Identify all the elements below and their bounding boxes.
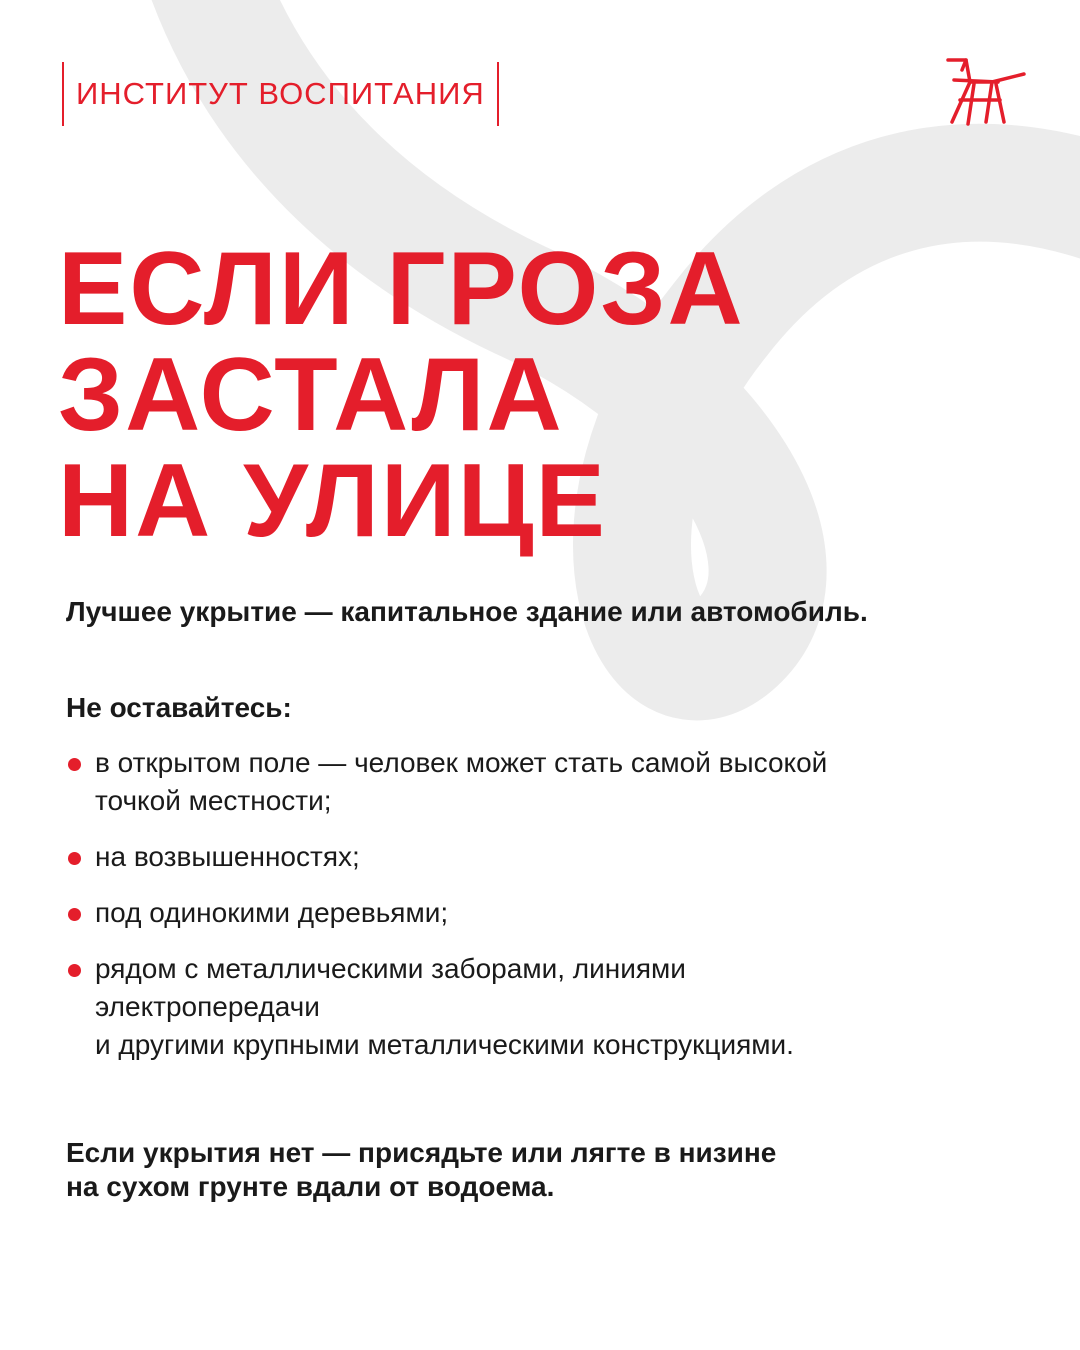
list-item-line: на возвышенностях; — [95, 841, 360, 872]
list-heading: Не оставайтесь: — [66, 692, 292, 723]
bullet-dot-icon — [68, 758, 81, 771]
footer-line: Если укрытия нет — присядьте или лягте в низине — [66, 1137, 777, 1168]
list-item — [66, 950, 1026, 1064]
footer-line: на сухом грунте вдали от водоема. — [66, 1171, 555, 1202]
brand-header — [62, 62, 499, 126]
lead-text: Лучшее укрытие — капитальное здание или автомобиль. — [66, 596, 868, 627]
horse-logo-icon — [940, 52, 1032, 126]
page-title — [58, 231, 745, 559]
title-line: ЗАСТАЛА — [58, 337, 564, 453]
bullet-dot-icon — [68, 908, 81, 921]
list-item — [66, 894, 1026, 932]
bullet-dot-icon — [68, 852, 81, 865]
title-line: НА УЛИЦЕ — [58, 443, 607, 559]
list-item-line: под одинокими деревьями; — [95, 897, 449, 928]
title-line: ЕСЛИ ГРОЗА — [58, 231, 745, 347]
list-item-line: рядом с металлическими заборами, линиями — [95, 953, 686, 984]
brand-name: ИНСТИТУТ ВОСПИТАНИЯ — [76, 76, 485, 111]
warning-list — [66, 744, 1026, 1082]
list-item — [66, 838, 1026, 876]
list-item-line: точкой местности; — [95, 785, 332, 816]
list-item-line: в открытом поле — человек может стать самой высокой — [95, 747, 828, 778]
list-item-line: и другими крупными металлическими конструкциями. — [95, 1029, 794, 1060]
list-item — [66, 744, 1026, 820]
bullet-dot-icon — [68, 964, 81, 977]
footer-advice — [66, 1136, 776, 1204]
header-divider-right — [497, 62, 499, 126]
list-item-line: электропередачи — [95, 991, 320, 1022]
